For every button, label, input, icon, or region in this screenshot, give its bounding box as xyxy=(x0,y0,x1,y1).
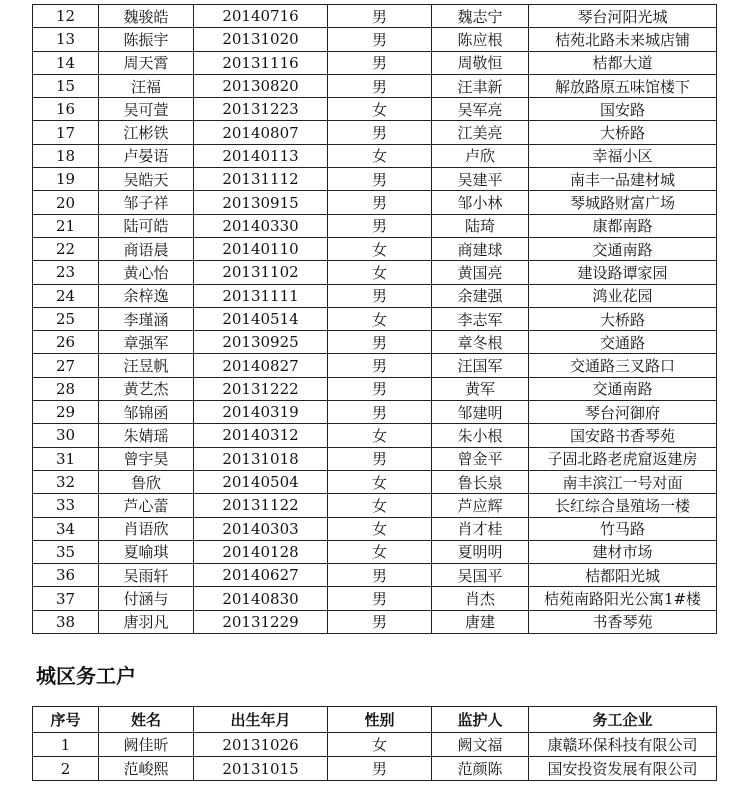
cell-guardian: 陈应根 xyxy=(432,28,529,51)
cell-address: 国安路 xyxy=(529,98,717,121)
cell-index: 22 xyxy=(33,237,99,260)
table-row xyxy=(33,214,717,237)
cell-index: 28 xyxy=(33,377,99,400)
cell-birth: 20140504 xyxy=(194,470,328,493)
table-row xyxy=(33,757,717,781)
cell-address: 子固北路老虎窟返建房 xyxy=(529,447,717,470)
cell-name: 付涵与 xyxy=(99,587,194,610)
cell-gender: 男 xyxy=(328,5,432,28)
cell-address: 鸿业花园 xyxy=(529,284,717,307)
header-birth: 出生年月 xyxy=(194,707,328,733)
cell-gender: 男 xyxy=(328,401,432,424)
cell-guardian: 范颜陈 xyxy=(432,757,529,781)
cell-address: 琴城路财富广场 xyxy=(529,191,717,214)
cell-birth: 20140716 xyxy=(194,5,328,28)
cell-address: 幸福小区 xyxy=(529,144,717,167)
cell-gender: 女 xyxy=(328,470,432,493)
cell-birth: 20130915 xyxy=(194,191,328,214)
cell-index: 33 xyxy=(33,494,99,517)
cell-guardian: 商建球 xyxy=(432,237,529,260)
table-row xyxy=(33,191,717,214)
cell-name: 商语晨 xyxy=(99,237,194,260)
cell-birth: 20140312 xyxy=(194,424,328,447)
cell-guardian: 汪聿新 xyxy=(432,74,529,97)
cell-guardian: 邹小林 xyxy=(432,191,529,214)
cell-index: 12 xyxy=(33,5,99,28)
cell-birth: 20140128 xyxy=(194,540,328,563)
cell-birth: 20131020 xyxy=(194,28,328,51)
cell-address: 解放路原五味馆楼下 xyxy=(529,74,717,97)
cell-birth: 20131026 xyxy=(194,733,328,757)
cell-index: 38 xyxy=(33,610,99,633)
cell-address: 国安投资发展有限公司 xyxy=(529,757,717,781)
table-row xyxy=(33,517,717,540)
cell-index: 31 xyxy=(33,447,99,470)
cell-name: 汪昱帆 xyxy=(99,354,194,377)
cell-address: 竹马路 xyxy=(529,517,717,540)
cell-name: 邹锦函 xyxy=(99,401,194,424)
section-title: 城区务工户 xyxy=(36,664,136,688)
cell-gender: 男 xyxy=(328,74,432,97)
table-row xyxy=(33,610,717,633)
cell-guardian: 肖才桂 xyxy=(432,517,529,540)
cell-name: 余梓逸 xyxy=(99,284,194,307)
cell-guardian: 周敬恒 xyxy=(432,51,529,74)
table-row xyxy=(33,424,717,447)
cell-address: 琴台河御府 xyxy=(529,401,717,424)
cell-address: 桔苑南路阳光公寓1#楼 xyxy=(529,587,717,610)
cell-name: 陆可皓 xyxy=(99,214,194,237)
cell-index: 29 xyxy=(33,401,99,424)
cell-address: 书香琴苑 xyxy=(529,610,717,633)
header-gender: 性别 xyxy=(328,707,432,733)
cell-address: 交通南路 xyxy=(529,237,717,260)
cell-guardian: 芦应辉 xyxy=(432,494,529,517)
cell-guardian: 黄国亮 xyxy=(432,261,529,284)
cell-birth: 20131111 xyxy=(194,284,328,307)
student-table-body xyxy=(33,5,717,634)
table-row xyxy=(33,401,717,424)
header-name: 姓名 xyxy=(99,707,194,733)
cell-index: 17 xyxy=(33,121,99,144)
cell-gender: 女 xyxy=(328,307,432,330)
cell-guardian: 吴军亮 xyxy=(432,98,529,121)
cell-address: 康赣环保科技有限公司 xyxy=(529,733,717,757)
table-row xyxy=(33,540,717,563)
worker-family-table-body xyxy=(33,733,717,781)
cell-index: 35 xyxy=(33,540,99,563)
cell-name: 吴可萱 xyxy=(99,98,194,121)
cell-gender: 男 xyxy=(328,284,432,307)
cell-index: 27 xyxy=(33,354,99,377)
cell-index: 26 xyxy=(33,331,99,354)
cell-gender: 女 xyxy=(328,98,432,121)
cell-gender: 男 xyxy=(328,587,432,610)
cell-name: 曾宇昊 xyxy=(99,447,194,470)
table-row xyxy=(33,494,717,517)
cell-name: 鲁欣 xyxy=(99,470,194,493)
cell-guardian: 唐建 xyxy=(432,610,529,633)
cell-index: 37 xyxy=(33,587,99,610)
table-row xyxy=(33,354,717,377)
cell-guardian: 鲁长泉 xyxy=(432,470,529,493)
cell-birth: 20131122 xyxy=(194,494,328,517)
cell-birth: 20130820 xyxy=(194,74,328,97)
cell-gender: 女 xyxy=(328,261,432,284)
cell-gender: 男 xyxy=(328,51,432,74)
table-row xyxy=(33,237,717,260)
cell-name: 吴雨轩 xyxy=(99,564,194,587)
cell-birth: 20131018 xyxy=(194,447,328,470)
header-employer: 务工企业 xyxy=(529,707,717,733)
cell-address: 南丰一品建材城 xyxy=(529,168,717,191)
table-row xyxy=(33,733,717,757)
cell-gender: 男 xyxy=(328,354,432,377)
cell-name: 吴皓天 xyxy=(99,168,194,191)
cell-gender: 女 xyxy=(328,237,432,260)
cell-index: 34 xyxy=(33,517,99,540)
cell-name: 范峻熙 xyxy=(99,757,194,781)
table-row xyxy=(33,284,717,307)
cell-name: 夏喻琪 xyxy=(99,540,194,563)
cell-guardian: 吴建平 xyxy=(432,168,529,191)
cell-gender: 男 xyxy=(328,331,432,354)
worker-family-table xyxy=(32,706,717,781)
table-row xyxy=(33,261,717,284)
cell-guardian: 吴国平 xyxy=(432,564,529,587)
cell-birth: 20131015 xyxy=(194,757,328,781)
cell-index: 30 xyxy=(33,424,99,447)
cell-guardian: 汪国军 xyxy=(432,354,529,377)
cell-address: 交通路三叉路口 xyxy=(529,354,717,377)
cell-index: 14 xyxy=(33,51,99,74)
cell-guardian: 夏明明 xyxy=(432,540,529,563)
cell-address: 长红综合垦殖场一楼 xyxy=(529,494,717,517)
cell-guardian: 章冬根 xyxy=(432,331,529,354)
cell-name: 黄艺杰 xyxy=(99,377,194,400)
cell-name: 江彬铁 xyxy=(99,121,194,144)
table-row xyxy=(33,144,717,167)
cell-address: 交通南路 xyxy=(529,377,717,400)
cell-guardian: 阙文福 xyxy=(432,733,529,757)
cell-guardian: 李志军 xyxy=(432,307,529,330)
cell-guardian: 邹建明 xyxy=(432,401,529,424)
cell-birth: 20140303 xyxy=(194,517,328,540)
table-row xyxy=(33,470,717,493)
cell-birth: 20131223 xyxy=(194,98,328,121)
cell-guardian: 余建强 xyxy=(432,284,529,307)
cell-address: 南丰滨江一号对面 xyxy=(529,470,717,493)
cell-address: 交通路 xyxy=(529,331,717,354)
cell-birth: 20140319 xyxy=(194,401,328,424)
cell-gender: 男 xyxy=(328,121,432,144)
cell-name: 卢晏语 xyxy=(99,144,194,167)
cell-index: 36 xyxy=(33,564,99,587)
cell-birth: 20131222 xyxy=(194,377,328,400)
cell-birth: 20140110 xyxy=(194,237,328,260)
cell-gender: 女 xyxy=(328,733,432,757)
cell-gender: 女 xyxy=(328,424,432,447)
cell-address: 桔都阳光城 xyxy=(529,564,717,587)
cell-index: 32 xyxy=(33,470,99,493)
cell-birth: 20130925 xyxy=(194,331,328,354)
cell-address: 桔苑北路未来城店铺 xyxy=(529,28,717,51)
cell-index: 25 xyxy=(33,307,99,330)
cell-guardian: 卢欣 xyxy=(432,144,529,167)
cell-gender: 女 xyxy=(328,144,432,167)
cell-birth: 20140113 xyxy=(194,144,328,167)
cell-birth: 20131112 xyxy=(194,168,328,191)
cell-index: 13 xyxy=(33,28,99,51)
table-row xyxy=(33,377,717,400)
cell-guardian: 魏志宁 xyxy=(432,5,529,28)
cell-address: 琴台河阳光城 xyxy=(529,5,717,28)
table-row xyxy=(33,331,717,354)
cell-gender: 男 xyxy=(328,28,432,51)
cell-index: 19 xyxy=(33,168,99,191)
cell-name: 肖语欣 xyxy=(99,517,194,540)
cell-index: 18 xyxy=(33,144,99,167)
cell-name: 邹子祥 xyxy=(99,191,194,214)
header-index: 序号 xyxy=(33,707,99,733)
table-row xyxy=(33,28,717,51)
cell-index: 16 xyxy=(33,98,99,121)
cell-address: 大桥路 xyxy=(529,307,717,330)
cell-birth: 20131102 xyxy=(194,261,328,284)
student-table xyxy=(32,4,717,634)
cell-guardian: 曾金平 xyxy=(432,447,529,470)
cell-name: 周天霄 xyxy=(99,51,194,74)
cell-address: 大桥路 xyxy=(529,121,717,144)
cell-guardian: 朱小根 xyxy=(432,424,529,447)
cell-gender: 男 xyxy=(328,191,432,214)
cell-guardian: 肖杰 xyxy=(432,587,529,610)
cell-gender: 男 xyxy=(328,610,432,633)
cell-gender: 男 xyxy=(328,214,432,237)
cell-address: 康都南路 xyxy=(529,214,717,237)
cell-birth: 20140807 xyxy=(194,121,328,144)
table-row xyxy=(33,51,717,74)
table-row xyxy=(33,168,717,191)
cell-gender: 男 xyxy=(328,168,432,191)
cell-index: 1 xyxy=(33,733,99,757)
cell-birth: 20140827 xyxy=(194,354,328,377)
cell-name: 朱婧瑶 xyxy=(99,424,194,447)
cell-address: 国安路书香琴苑 xyxy=(529,424,717,447)
cell-guardian: 陆琦 xyxy=(432,214,529,237)
cell-gender: 男 xyxy=(328,564,432,587)
cell-gender: 男 xyxy=(328,757,432,781)
cell-name: 魏骏皓 xyxy=(99,5,194,28)
cell-birth: 20131229 xyxy=(194,610,328,633)
cell-name: 阙佳昕 xyxy=(99,733,194,757)
table-row xyxy=(33,74,717,97)
cell-index: 23 xyxy=(33,261,99,284)
table-row xyxy=(33,564,717,587)
table-header-row xyxy=(33,707,717,733)
cell-gender: 女 xyxy=(328,494,432,517)
cell-name: 陈振宇 xyxy=(99,28,194,51)
table-row xyxy=(33,587,717,610)
cell-name: 李瑾涵 xyxy=(99,307,194,330)
table-row xyxy=(33,5,717,28)
cell-address: 建材市场 xyxy=(529,540,717,563)
cell-gender: 女 xyxy=(328,517,432,540)
cell-guardian: 江美亮 xyxy=(432,121,529,144)
cell-gender: 男 xyxy=(328,377,432,400)
cell-birth: 20140830 xyxy=(194,587,328,610)
cell-index: 21 xyxy=(33,214,99,237)
cell-address: 建设路谭家园 xyxy=(529,261,717,284)
table-row xyxy=(33,307,717,330)
cell-birth: 20140627 xyxy=(194,564,328,587)
table-row xyxy=(33,447,717,470)
cell-name: 黄心怡 xyxy=(99,261,194,284)
cell-name: 章强军 xyxy=(99,331,194,354)
cell-index: 24 xyxy=(33,284,99,307)
cell-name: 唐羽凡 xyxy=(99,610,194,633)
cell-gender: 男 xyxy=(328,447,432,470)
header-guardian: 监护人 xyxy=(432,707,529,733)
table-row xyxy=(33,98,717,121)
cell-gender: 女 xyxy=(328,540,432,563)
cell-index: 15 xyxy=(33,74,99,97)
cell-guardian: 黄军 xyxy=(432,377,529,400)
cell-birth: 20131116 xyxy=(194,51,328,74)
cell-index: 2 xyxy=(33,757,99,781)
cell-name: 芦心蕾 xyxy=(99,494,194,517)
cell-name: 汪福 xyxy=(99,74,194,97)
table-row xyxy=(33,121,717,144)
cell-index: 20 xyxy=(33,191,99,214)
cell-birth: 20140330 xyxy=(194,214,328,237)
cell-address: 桔都大道 xyxy=(529,51,717,74)
cell-birth: 20140514 xyxy=(194,307,328,330)
